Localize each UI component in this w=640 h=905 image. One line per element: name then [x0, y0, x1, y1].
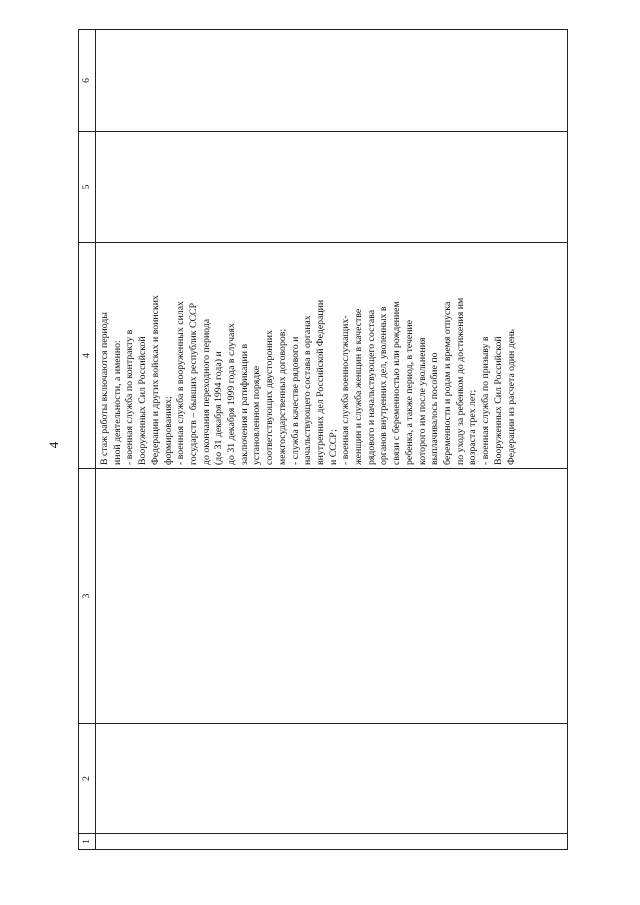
column4-line: - военная служба военнослужащих- [340, 315, 352, 465]
cell-col-3 [96, 469, 568, 724]
column-header-5: 5 [79, 132, 96, 243]
cell-col-6 [96, 30, 568, 132]
column4-line: возраста трех лет; [467, 389, 479, 465]
column4-line: Вооруженных Сил Российской [137, 336, 149, 465]
column-header-2: 2 [79, 724, 96, 834]
column4-line: органов внутренних дел, уволенных в [378, 306, 390, 465]
data-table [78, 29, 568, 850]
cell-col-4 [96, 243, 568, 469]
column-header-1: 1 [79, 834, 96, 850]
column-header-3: 3 [79, 469, 96, 724]
column4-line: которого им после увольнения [416, 337, 428, 465]
column4-line: выплачивалось пособие по [429, 352, 441, 465]
column4-line: женщин и служба женщин в качестве [353, 308, 365, 465]
column4-line: по уходу за ребенком до достижения им [454, 297, 466, 465]
column4-line: рядового и начальствующего состава [365, 309, 377, 465]
column4-line: начальствующего состава в органах [302, 315, 314, 465]
column4-line: до окончания переходного периода [200, 318, 212, 465]
column4-line: заключения и ратификации в [238, 343, 250, 465]
column4-line: беременности и родам и время отпуска [441, 301, 453, 465]
column4-line: - служба в качестве рядового и [289, 336, 301, 465]
column-header-6: 6 [79, 30, 96, 132]
column4-line: государств – бывших республик СССР [187, 302, 199, 465]
column4-line: до 31 декабря 1999 года в случаях [226, 323, 238, 465]
column4-line: связи с беременностью или рождением [391, 301, 403, 465]
table-row [96, 30, 568, 850]
column-header-4: 4 [79, 243, 96, 469]
column4-text [96, 243, 518, 468]
column4-line: и СССР; [327, 429, 339, 465]
column4-line: иной деятельности, а именно: [111, 340, 123, 465]
column4-line: соответствующих двусторонних [264, 330, 276, 465]
column4-line: - военная служба по призыву в [480, 336, 492, 465]
column4-line: Федерации из расчета один день [505, 329, 517, 465]
column4-line: - военная служба в вооруженных силах [175, 301, 187, 465]
column4-line: В стаж работы включаются периоды [99, 312, 110, 465]
column4-line: Федерации и других войсках и воинских [149, 295, 161, 465]
column4-line: формированиях; [162, 396, 174, 465]
column4-line: (до 31 декабря 1994 года) и [213, 351, 225, 465]
cell-col-5 [96, 132, 568, 243]
rotated-table-container [78, 30, 568, 850]
column4-line: - военная служба по контракту в [124, 329, 136, 465]
table-header-row [79, 30, 96, 850]
column4-line: установленном порядке [251, 365, 263, 465]
column4-line: внутренних дел Российской Федерации [314, 299, 326, 465]
column4-line: межгосударственных договоров; [276, 328, 288, 465]
cell-col-2 [96, 724, 568, 834]
column4-line: ребенка, а также период, в течение [403, 319, 415, 465]
column4-line: Вооруженных Сил Российской [492, 336, 504, 465]
page-number: 4 [46, 441, 61, 449]
cell-col-1 [96, 834, 568, 850]
